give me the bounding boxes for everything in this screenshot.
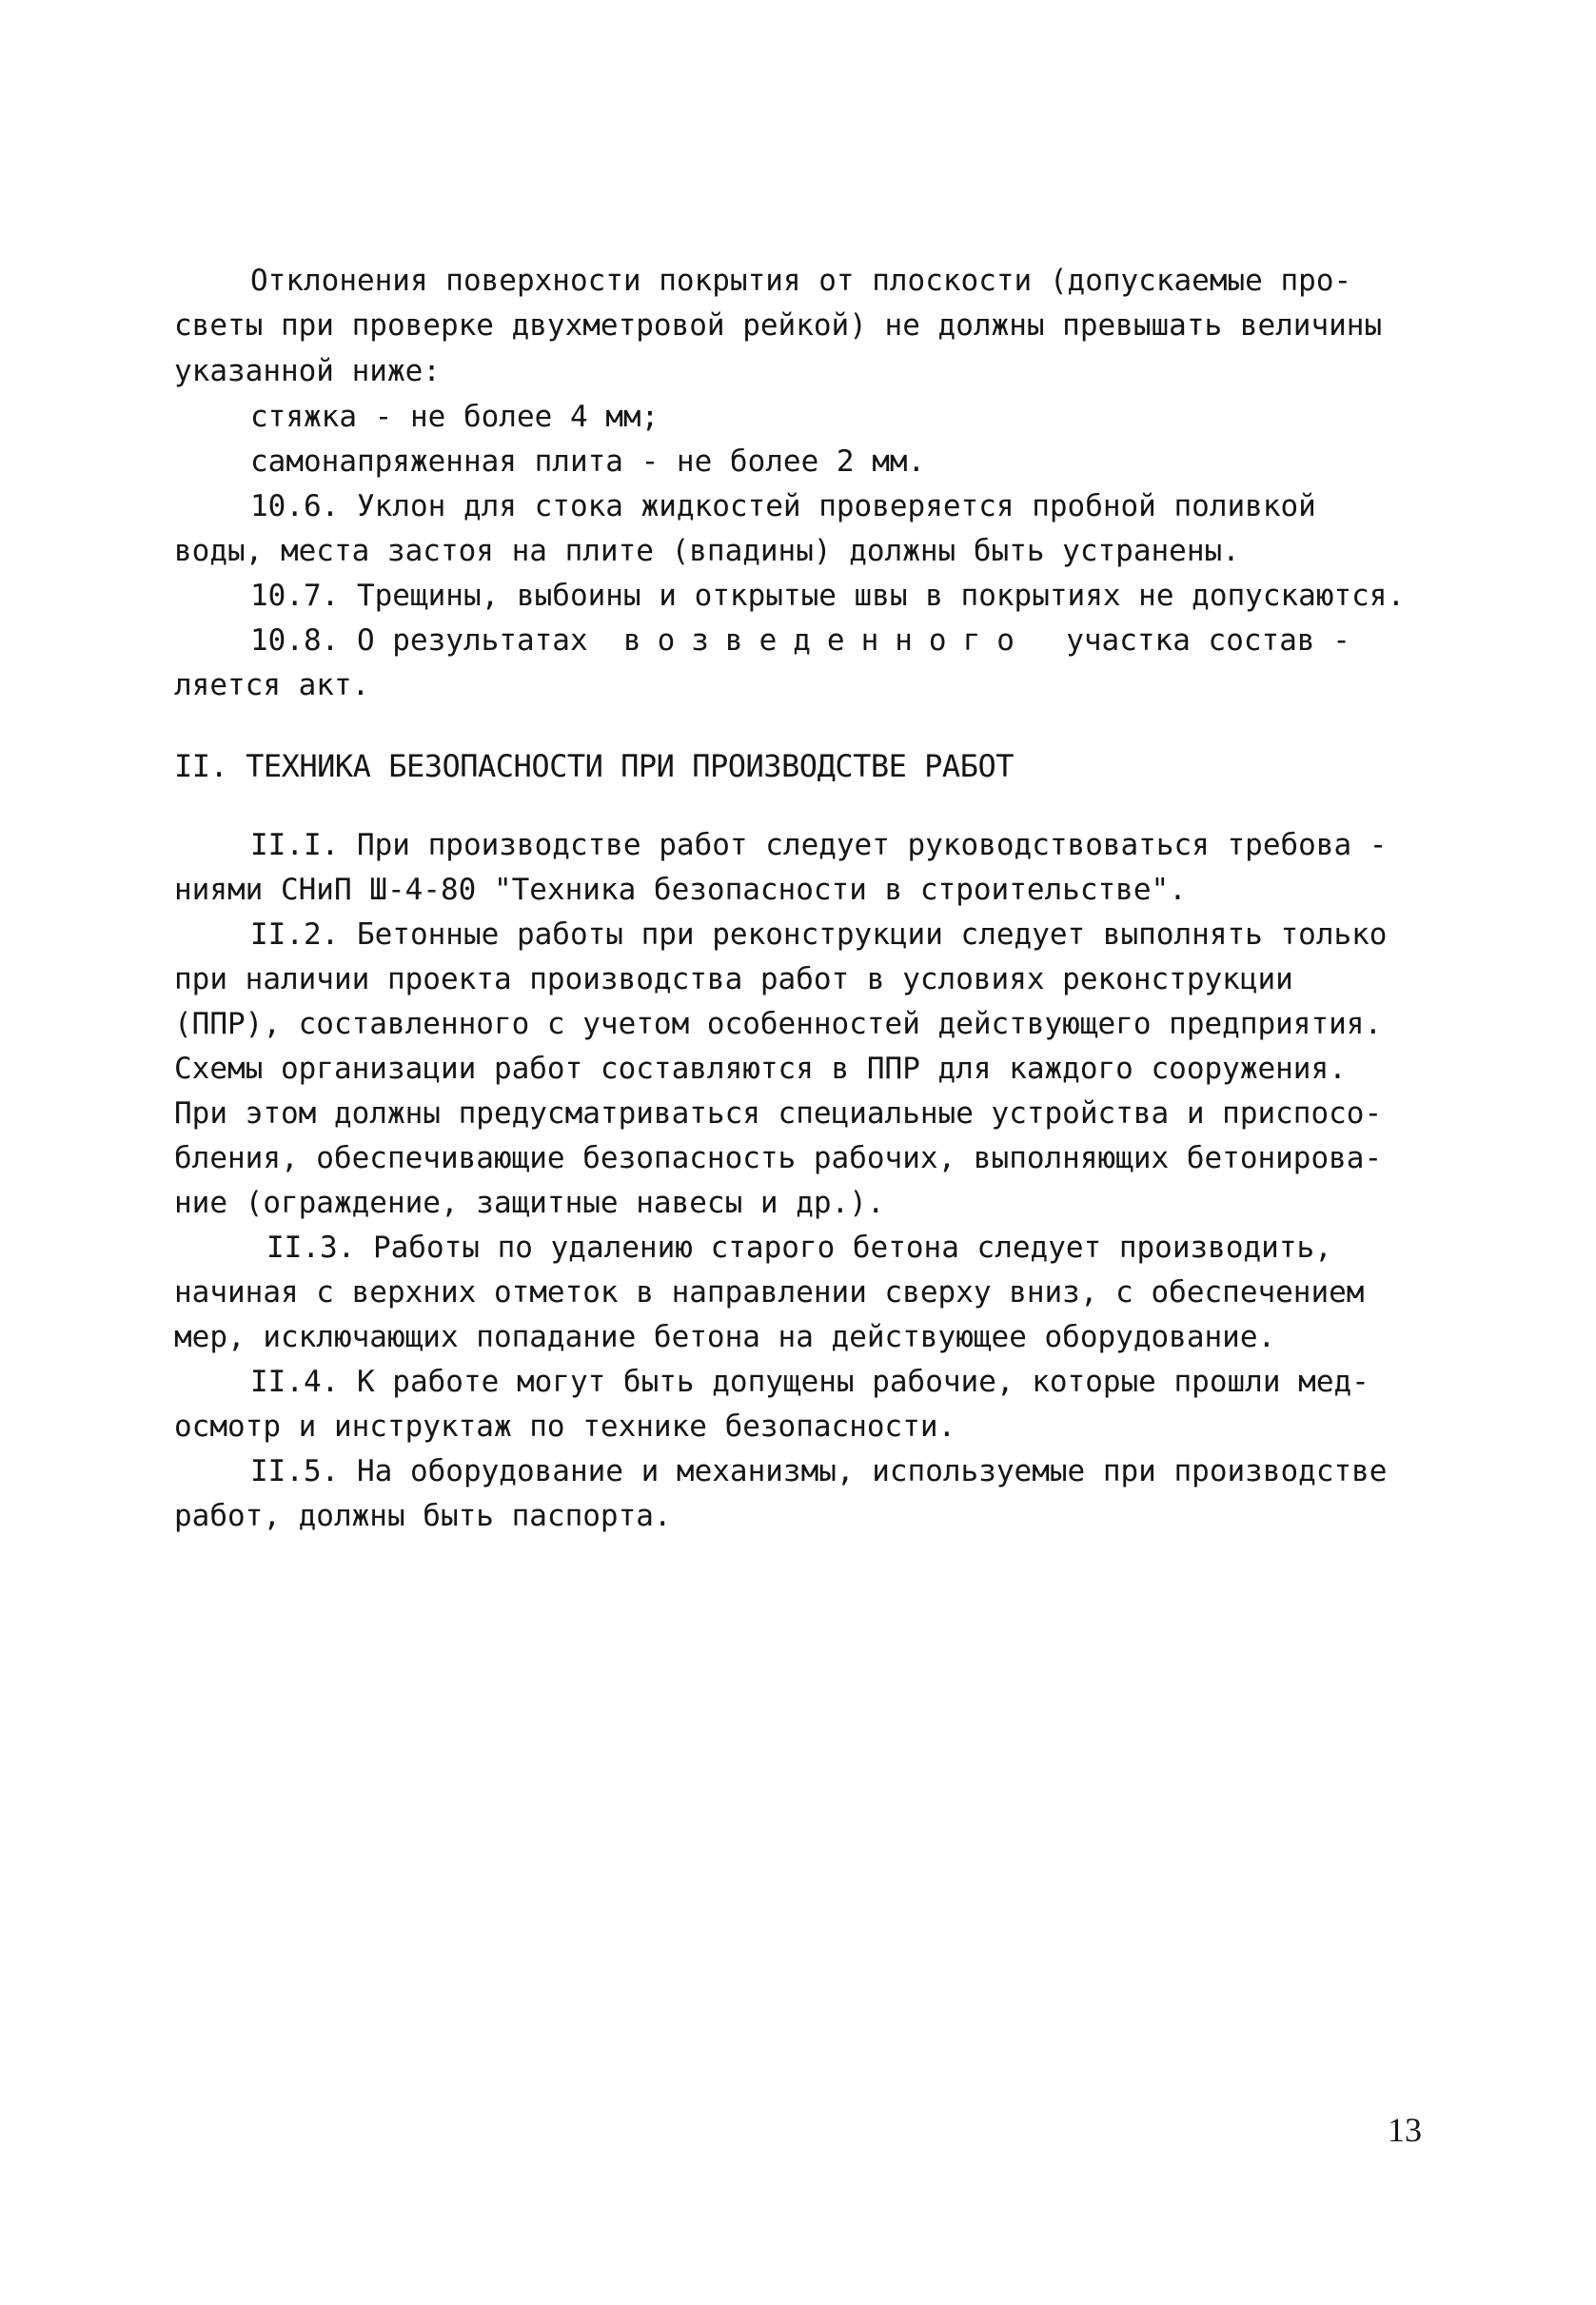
clause-11-2-line-7: ние (ограждение, защитные навесы и др.). xyxy=(174,1186,885,1220)
clause-11-2-line-4: Схемы организации работ составляются в ППР для каждого сооружения. xyxy=(174,1052,1347,1086)
section-heading: II. ТЕХНИКА БЕЗОПАСНОСТИ ПРИ ПРОИЗВОДСТВЕ РАБОТ xyxy=(174,748,1014,784)
clause-11-4-line-1: II.4. К работе могут быть допущены рабочие, которые прошли мед- xyxy=(250,1365,1369,1399)
clause-11-2-line-6: бления, обеспечивающие безопасность рабочих, выполняющих бетонирова- xyxy=(174,1141,1383,1175)
clause-11-2-line-5: При этом должны предусматриваться специальные устройства и приспосо- xyxy=(174,1096,1383,1131)
paragraph-intro-line-3: указанной ниже: xyxy=(174,354,441,388)
list-item-slab: самонапряженная плита - не более 2 мм. xyxy=(250,444,926,479)
clause-10-8-line-1 xyxy=(250,621,1526,660)
paragraph-intro-line-2: светы при проверке двухметровой рейкой) не должны превышать величины xyxy=(174,308,1383,343)
clause-11-4-line-2: осмотр и инструктаж по технике безопасности. xyxy=(174,1409,956,1444)
clause-11-5-line-1: II.5. На оборудование и механизмы, используемые при производстве xyxy=(250,1454,1388,1488)
clause-11-3-line-2: начиная с верхних отметок в направлении сверху вниз, с обеспечением xyxy=(174,1275,1365,1310)
list-item-screed: стяжка - не более 4 мм; xyxy=(250,400,660,434)
paragraph-intro-line-1: Отклонения поверхности покрытия от плоскости (допускаемые про- xyxy=(250,264,1352,298)
clause-10-8-text-c: участка состав - xyxy=(1066,623,1350,658)
clause-10-6-line-2: воды, места застоя на плите (впадины) должны быть устранены. xyxy=(174,534,1240,568)
clause-10-8-text-a: 10.8. О результатах xyxy=(250,623,588,658)
clause-11-2-line-1: II.2. Бетонные работы при реконструкции следует выполнять только xyxy=(250,917,1388,952)
clause-11-1-line-1: II.I. При производстве работ следует руководствоваться требова - xyxy=(250,828,1388,862)
clause-11-1-line-2: ниями СНиП Ш-4-80 "Техника безопасности в строительстве". xyxy=(174,873,1187,907)
clause-10-8-line-2: ляется акт. xyxy=(174,668,370,702)
clause-11-5-line-2: работ, должны быть паспорта. xyxy=(174,1499,672,1533)
clause-11-2-line-3: (ППР), составленного с учетом особенностей действующего предприятия. xyxy=(174,1007,1383,1041)
clause-11-3-line-1: II.3. Работы по удалению старого бетона следует производить, xyxy=(266,1231,1332,1265)
clause-11-3-line-3: мер, исключающих попадание бетона на действующее оборудование. xyxy=(174,1320,1276,1354)
clause-10-6-line-1: 10.6. Уклон для стока жидкостей проверяется пробной поливкой xyxy=(250,489,1316,523)
clause-10-7-line-1: 10.7. Трещины, выбоины и открытые швы в покрытиях не допускаются. xyxy=(250,579,1406,613)
clause-10-8-spaced-word: возведенного xyxy=(622,623,1031,658)
clause-11-2-line-2: при наличии проекта производства работ в условиях реконструкции xyxy=(174,962,1293,996)
page-number: 13 xyxy=(1388,2111,1422,2149)
